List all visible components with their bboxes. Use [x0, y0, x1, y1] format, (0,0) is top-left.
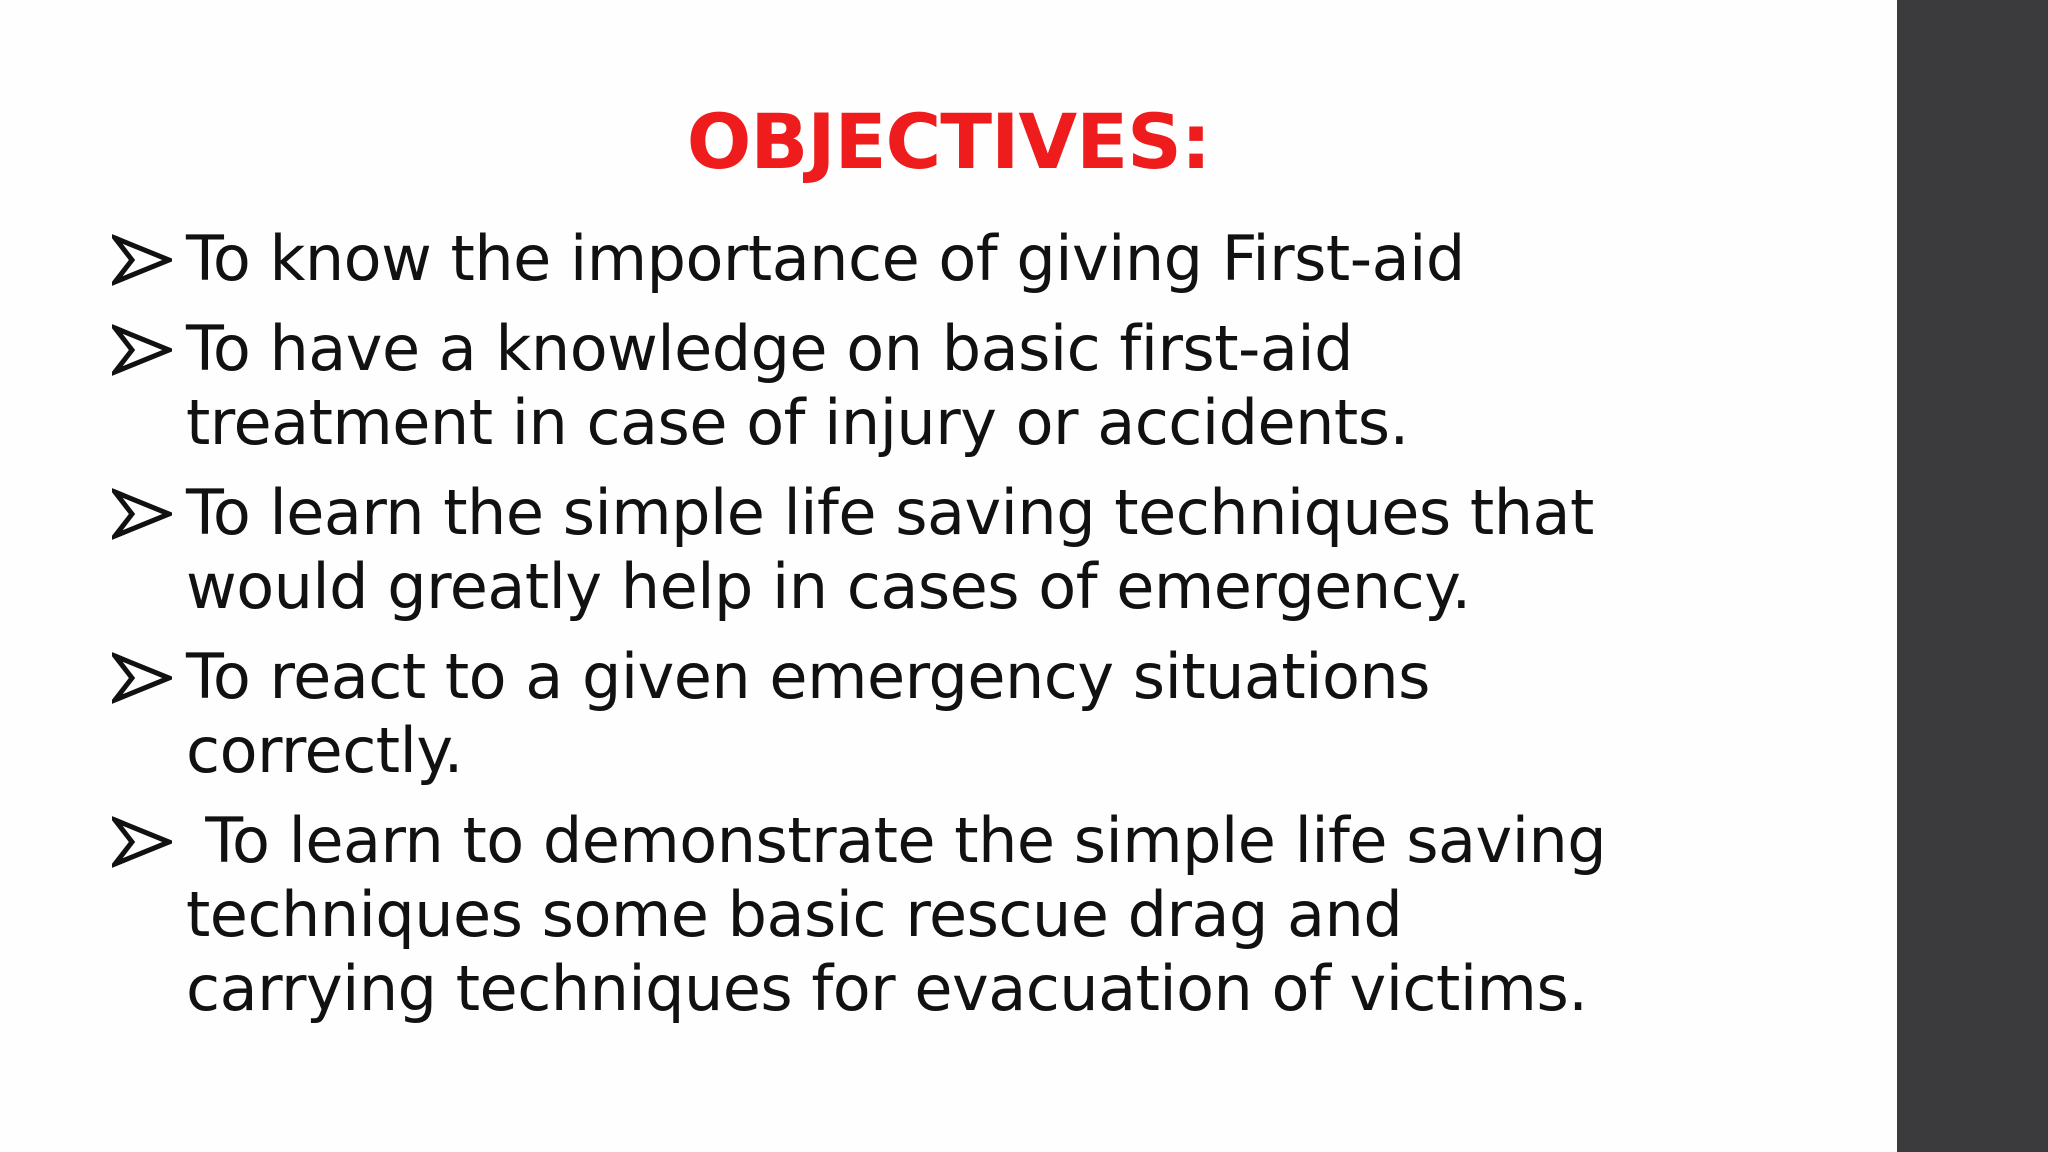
objective-text: To react to a given emergency situations — [186, 640, 1430, 713]
arrow-bullet-icon — [112, 488, 172, 540]
objective-text: To have a knowledge on basic first-aid — [186, 312, 1353, 385]
arrow-bullet-icon — [112, 324, 172, 376]
objective-text: carrying techniques for evacuation of victims. — [186, 952, 1588, 1025]
objective-text: To learn to demonstrate the simple life saving — [186, 804, 1607, 877]
list-item — [112, 640, 1812, 788]
objective-text: treatment in case of injury or accidents. — [186, 386, 1409, 459]
list-item — [112, 222, 1812, 296]
list-item — [112, 312, 1812, 460]
objective-text: would greatly help in cases of emergency. — [186, 550, 1471, 623]
arrow-bullet-icon — [112, 234, 172, 286]
arrow-bullet-icon — [112, 652, 172, 704]
objective-text: To learn the simple life saving techniques that — [186, 476, 1594, 549]
list-item — [112, 476, 1812, 624]
objective-text: correctly. — [186, 714, 463, 787]
objective-text: techniques some basic rescue drag and — [186, 878, 1403, 951]
list-item — [112, 804, 1812, 1026]
side-panel — [1897, 0, 2048, 1152]
arrow-bullet-icon — [112, 816, 172, 868]
slide-title: OBJECTIVES: — [686, 97, 1211, 186]
objectives-list — [112, 222, 1812, 1042]
objective-text: To know the importance of giving First-aid — [186, 222, 1465, 295]
